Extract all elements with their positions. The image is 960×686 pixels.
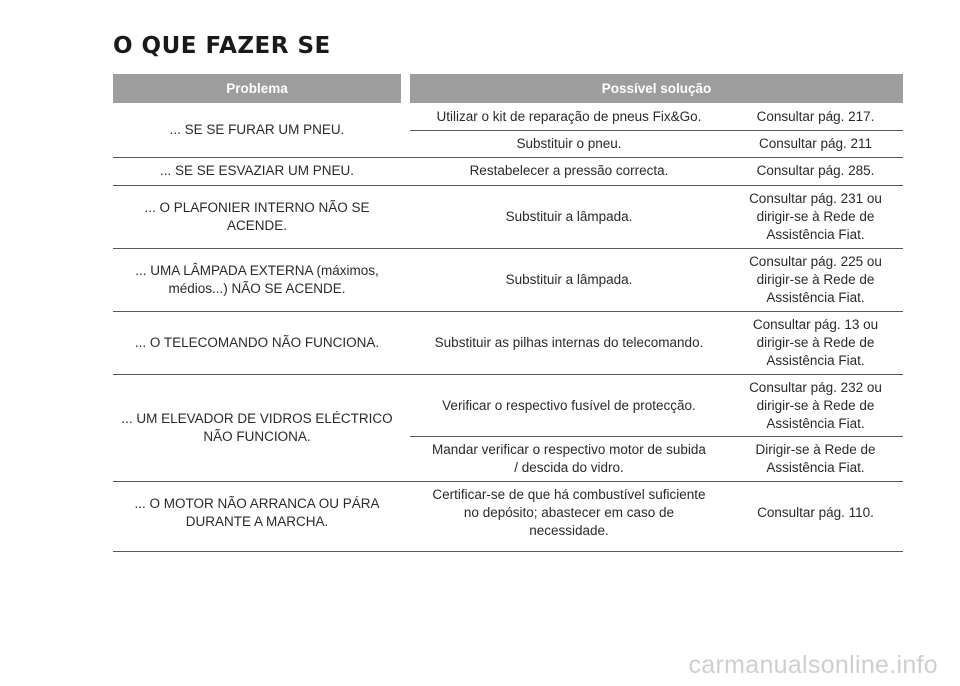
- problem-cell: ... O TELECOMANDO NÃO FUNCIONA.: [134, 335, 380, 350]
- solution-reference-cell: Consultar pág. 285.: [756, 163, 875, 178]
- solution-action-cell: Substituir a lâmpada.: [505, 272, 633, 287]
- solution-reference-cell: Consultar pág. 231 ou dirigir-se à Rede de Assistência Fiat.: [749, 191, 882, 242]
- problem-cell: ... UM ELEVADOR DE VIDROS ELÉCTRICO NÃO FUNCIONA.: [121, 411, 393, 444]
- problem-cell: ... O MOTOR NÃO ARRANCA OU PÁRA DURANTE A MARCHA.: [134, 496, 380, 529]
- column-header-problem: Problema: [113, 74, 401, 103]
- solution-reference-cell: Consultar pág. 13 ou dirigir-se à Rede de Assistência Fiat.: [752, 317, 879, 368]
- problem-cell: ... SE SE ESVAZIAR UM PNEU.: [159, 163, 355, 178]
- problem-cell: ... O PLAFONIER INTERNO NÃO SE ACENDE.: [144, 200, 370, 233]
- solution-action-cell: Restabelecer a pressão correcta.: [469, 163, 669, 178]
- solution-reference-cell: Consultar pág. 225 ou dirigir-se à Rede de Assistência Fiat.: [749, 254, 882, 305]
- watermark: carmanualsonline.info: [688, 651, 938, 679]
- solution-action-cell: Mandar verificar o respectivo motor de subida / descida do vidro.: [432, 442, 706, 475]
- problem-cell: ... UMA LÂMPADA EXTERNA (máximos, médios...) NÃO SE ACENDE.: [135, 263, 379, 296]
- solution-reference-cell: Consultar pág. 232 ou dirigir-se à Rede de Assistência Fiat.: [749, 379, 882, 431]
- table-bottom-rule: [113, 551, 903, 552]
- solution-action-cell: Substituir as pilhas internas do telecomando.: [434, 335, 704, 350]
- solution-action-cell: Verificar o respectivo fusível de protecção.: [442, 397, 696, 413]
- page-title: O QUE FAZER SE: [113, 33, 331, 59]
- problem-cell: ... SE SE FURAR UM PNEU.: [169, 122, 345, 137]
- solution-reference-cell: Dirigir-se à Rede de Assistência Fiat.: [755, 442, 876, 475]
- solution-action-cell: Certificar-se de que há combustível suficiente no depósito; abastecer em caso de necessidade.: [432, 487, 706, 538]
- solution-action-cell: Substituir a lâmpada.: [505, 209, 633, 224]
- solution-reference-cell: Consultar pág. 217.: [756, 108, 875, 124]
- solution-reference-cell: Consultar pág. 110.: [757, 505, 874, 520]
- solution-action-cell: Substituir o pneu.: [516, 135, 622, 151]
- column-header-solution: Possível solução: [410, 74, 903, 103]
- solution-action-cell: Utilizar o kit de reparação de pneus Fix&Go.: [436, 108, 702, 124]
- solution-reference-cell: Consultar pág. 211: [758, 135, 873, 151]
